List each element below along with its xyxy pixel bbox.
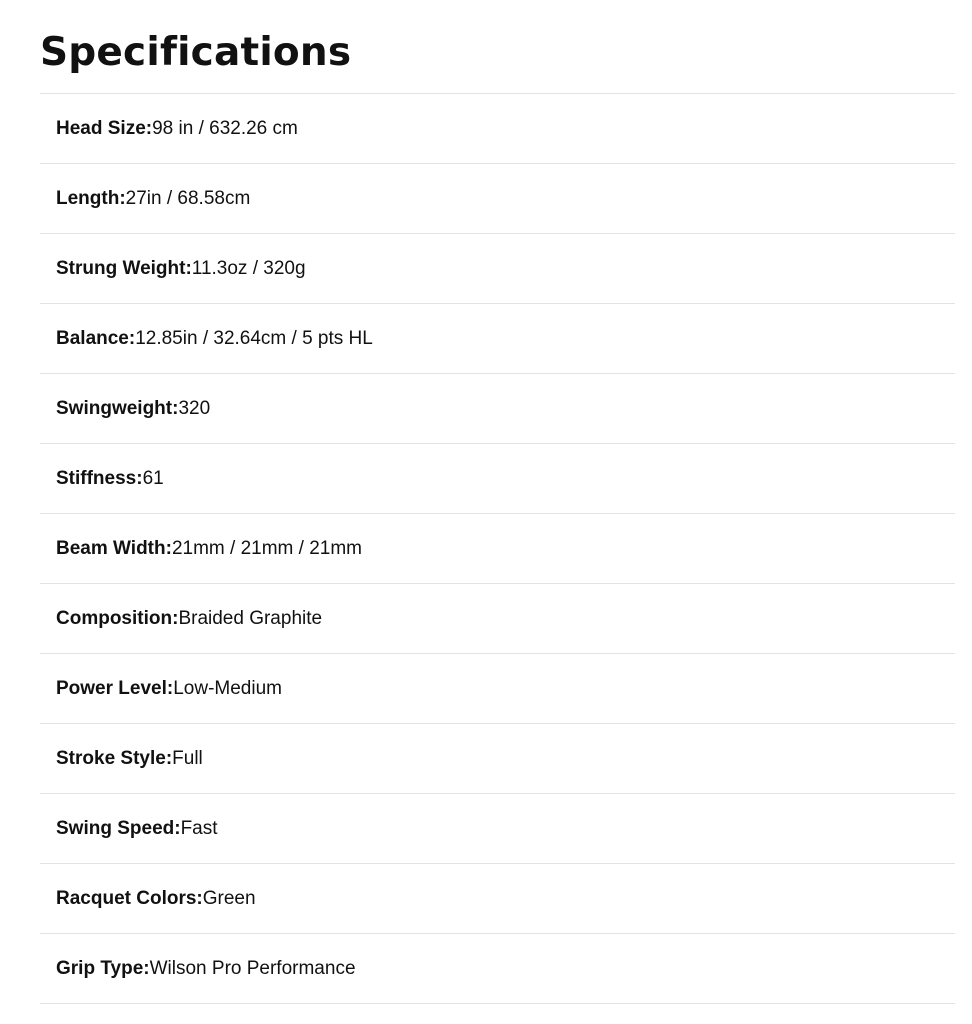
spec-row-swingweight [40, 374, 955, 444]
spec-label: Beam Width: [56, 537, 172, 559]
spec-row-stiffness [40, 444, 955, 514]
spec-label: Swingweight: [56, 397, 179, 419]
spec-value: 12.85in / 32.64cm / 5 pts HL [135, 327, 373, 349]
spec-value: Full [172, 747, 203, 769]
spec-label: Swing Speed: [56, 817, 181, 839]
spec-row-length [40, 164, 955, 234]
spec-value: 320 [178, 397, 211, 419]
spec-label: Head Size: [56, 117, 153, 139]
spec-label: Composition: [56, 607, 179, 629]
spec-label: Power Level: [56, 677, 174, 699]
spec-value: Fast [180, 817, 218, 839]
spec-list [40, 93, 955, 1004]
section-title: Specifications [40, 30, 352, 75]
spec-value: 27in / 68.58cm [125, 187, 251, 209]
spec-row-grip-type [40, 934, 955, 1004]
spec-value: 21mm / 21mm / 21mm [171, 537, 362, 559]
spec-row-racquet-colors [40, 864, 955, 934]
spec-label: Racquet Colors: [56, 887, 203, 909]
spec-row-swing-speed [40, 794, 955, 864]
spec-row-composition [40, 584, 955, 654]
spec-label: Stroke Style: [56, 747, 173, 769]
spec-label: Strung Weight: [56, 257, 192, 279]
spec-row-head-size [40, 94, 955, 164]
spec-row-beam-width [40, 514, 955, 584]
spec-label: Length: [56, 187, 126, 209]
spec-row-power-level [40, 654, 955, 724]
spec-value: Green [202, 887, 256, 909]
spec-value: 11.3oz / 320g [191, 257, 306, 279]
spec-value: Wilson Pro Performance [149, 957, 356, 979]
spec-label: Balance: [56, 327, 136, 349]
spec-value: Low-Medium [173, 677, 282, 699]
spec-value: Braided Graphite [178, 607, 323, 629]
spec-row-balance [40, 304, 955, 374]
spec-row-stroke-style [40, 724, 955, 794]
spec-label: Grip Type: [56, 957, 150, 979]
spec-row-strung-weight [40, 234, 955, 304]
spec-label: Stiffness: [56, 467, 143, 489]
spec-value: 98 in / 632.26 cm [152, 117, 298, 139]
specifications-section [40, 0, 955, 1004]
spec-value: 61 [142, 467, 164, 489]
